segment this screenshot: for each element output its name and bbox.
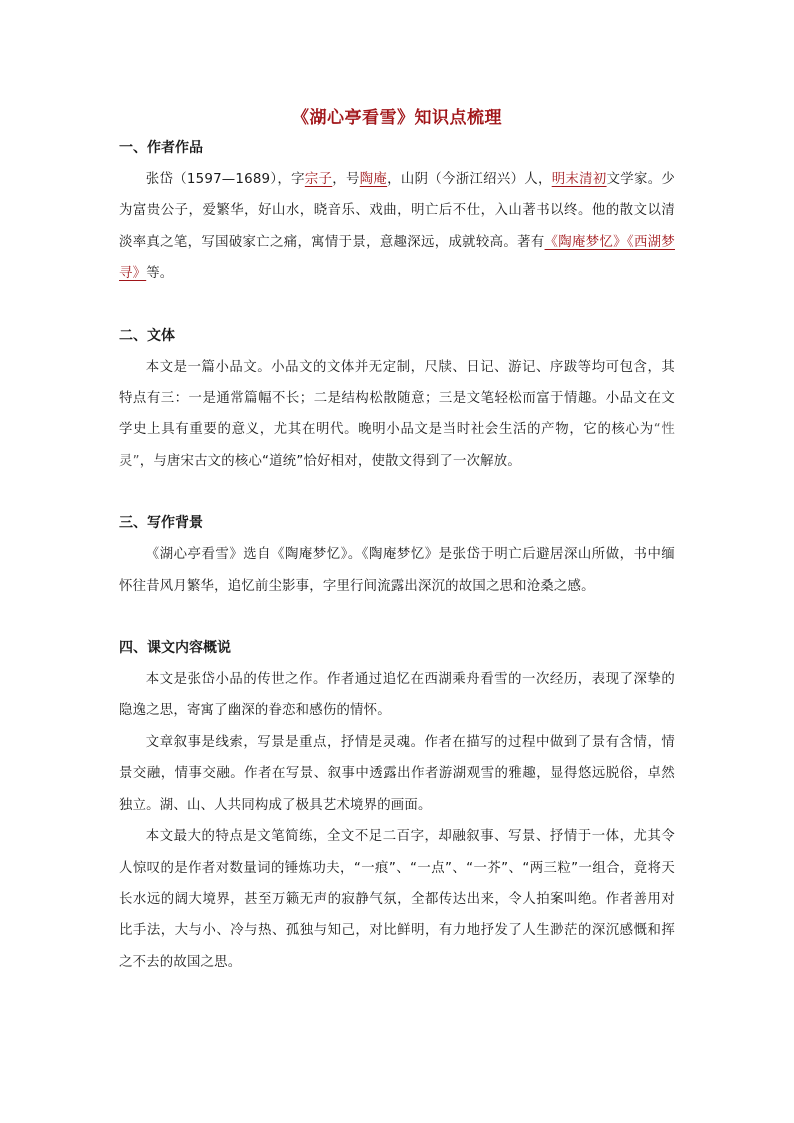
author-text: 文学家。少为富贵公子，爱繁华，好山水，晓音乐、戏曲，明亡后不仕，入山著书以终。他的散文以清淡率真之笔，写国破家亡之痛，寓情于景，意趣深远，成就较高。著有 bbox=[119, 172, 676, 250]
link-zongzi[interactable]: 宗子 bbox=[304, 172, 333, 187]
author-text: ，号 bbox=[332, 172, 360, 187]
spacer bbox=[119, 290, 675, 320]
link-works[interactable]: 《陶庵梦忆》《西湖梦寻》 bbox=[119, 234, 675, 282]
content-paragraph-1: 本文是张岱小品的传世之作。作者通过追忆在西湖乘舟看雪的一次经历，表现了深挚的隐逸之思，寄寓了幽深的眷恋和感伤的情怀。 bbox=[119, 672, 675, 719]
content-paragraph-3: 本文最大的特点是文笔简练，全文不足二百字，却融叙事、写景、抒情于一体，尤其令人惊叹的是作者对数量词的锤炼功夫，“一痕”、“一点”、“一芥”、“两三粒”一组合，竟将天长水远的阔大境界，甚至万籁无声的寂静气氛，全都传达出来，令人拍案叫绝。作者善用对比手法，大与小、冷与热、孤独与知己，对比鲜明，有力地抒发了人生渺茫的深沉感慨和挥之不去的故国之思。 bbox=[119, 829, 675, 970]
link-taoan[interactable]: 陶庵 bbox=[359, 172, 388, 187]
link-mingmo-qingchu[interactable]: 明末清初 bbox=[551, 172, 607, 187]
background-paragraph: 《湖心亭看雪》选自《陶庵梦忆》。《陶庵梦忆》是张岱于明亡后避居深山所做，书中缅怀往昔风月繁华，追忆前尘影事，字里行间流露出深沉的故国之思和沧桑之感。 bbox=[119, 547, 675, 594]
genre-paragraph bbox=[119, 352, 675, 478]
document-page bbox=[119, 104, 675, 978]
section-content bbox=[119, 632, 675, 978]
spacer bbox=[119, 477, 675, 507]
section-heading-author: 一、作者作品 bbox=[119, 140, 203, 156]
section-heading-content: 四、课文内容概说 bbox=[119, 640, 231, 657]
genre-text: 本文是一篇小品文。小品文的文体并无定制，尺牍、日记、游记、序跋等均可包含，其特点有三：一是通常篇幅不长；二是结构松散随意；三是文笔轻松而富于情趣。小品文在文学史上具有重要的意义，尤其在明代。晚明小品文是当时社会生活的产物，它的核心为 bbox=[119, 359, 675, 438]
section-heading-genre: 二、文体 bbox=[119, 327, 175, 344]
section-background bbox=[119, 507, 675, 602]
author-text: ，山阴（今浙江绍兴）人， bbox=[387, 172, 552, 187]
genre-quote-xingling: “性灵” bbox=[119, 422, 675, 469]
author-paragraph bbox=[119, 164, 675, 290]
spacer bbox=[119, 602, 675, 632]
content-paragraph-2: 文章叙事是线索，写景是重点，抒情是灵魂。作者在描写的过程中做到了景有含情，情景交融，情事交融。作者在写景、叙事中透露出作者游湖观雪的雅趣，显得悠远脱俗，卓然独立。湖、山、人共同构成了极具艺术境界的画面。 bbox=[119, 734, 675, 813]
section-author bbox=[119, 132, 675, 290]
author-text: 张岱（1597—1689），字 bbox=[145, 172, 305, 187]
section-genre bbox=[119, 320, 675, 478]
document-title: 《湖心亭看雪》知识点梳理 bbox=[292, 108, 502, 128]
section-heading-background: 三、写作背景 bbox=[119, 515, 203, 532]
author-text: 等。 bbox=[146, 266, 174, 282]
genre-text: ，与唐宋古文的核心“道统”恰好相对，使散文得到了一次解放。 bbox=[139, 453, 521, 469]
